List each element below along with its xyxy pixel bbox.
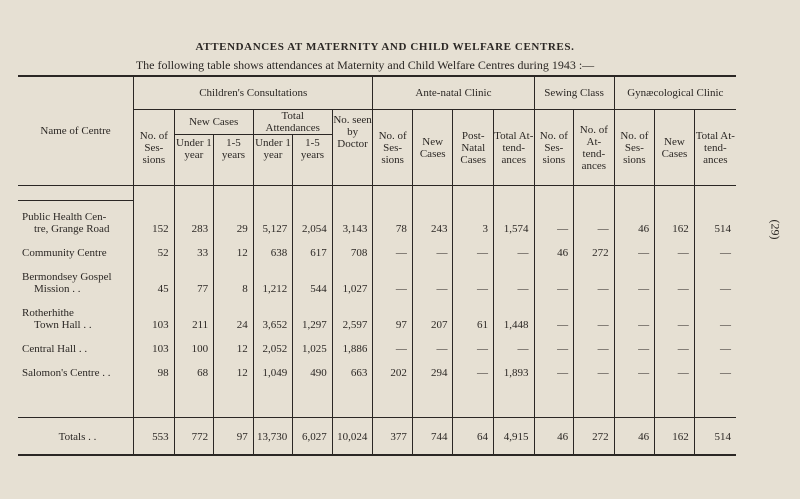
table-cell: — [694,261,736,297]
table-cell: 202 [373,357,413,381]
table-cell: 5,127 [253,201,293,238]
table-cell: 61 [453,297,494,333]
totals-cell: 377 [373,420,413,455]
table-cell: — [534,201,574,238]
table-cell: 2,054 [293,201,333,238]
table-cell: — [494,261,535,297]
table-cell: — [574,333,615,357]
table-cell: 617 [293,237,333,261]
table-cell: 1,212 [253,261,293,297]
table-cell: — [574,297,615,333]
table-cell: 12 [214,237,254,261]
totals-cell: 10,024 [332,420,373,455]
totals-cell: 64 [453,420,494,455]
table-cell: 103 [134,297,175,333]
table-cell: 8 [214,261,254,297]
col-header-gynae-total: Total At- tend- ances [694,110,736,186]
col-header-total-1to5: 1-5 years [293,135,333,186]
centre-name [18,297,134,333]
totals-cell: 13,730 [253,420,293,455]
table-cell: 211 [174,297,214,333]
table-row [18,261,736,297]
table-cell: — [655,261,695,297]
col-header-total-under1: Under 1 year [253,135,293,186]
table-row [18,201,736,238]
totals-cell: 514 [694,420,736,455]
table-cell: — [655,333,695,357]
new-cases-header: New Cases [174,110,253,135]
table-cell: — [655,357,695,381]
table-cell: 1,025 [293,333,333,357]
table-cell: 663 [332,357,373,381]
table-cell: — [534,333,574,357]
totals-cell: 97 [214,420,254,455]
centre-name [18,201,134,238]
centre-name-line1: Community Centre [22,247,107,259]
col-header-new-under1: Under 1 year [174,135,214,186]
centre-name-line2: Mission . . [34,283,81,295]
table-cell: — [534,357,574,381]
col-header-gynae-new: New Cases [655,110,695,186]
table-cell: 243 [412,201,453,238]
table-cell: — [373,261,413,297]
table-cell: — [412,261,453,297]
totals-cell: 4,915 [494,420,535,455]
table-cell: 68 [174,357,214,381]
name-of-centre-header: Name of Centre [40,125,111,137]
table-cell: — [614,261,655,297]
centre-name [18,261,134,297]
table-cell: 78 [373,201,413,238]
table-cell: 77 [174,261,214,297]
table-cell: 33 [174,237,214,261]
total-attendances-header: Total Attendances [253,110,332,135]
table-cell: 708 [332,237,373,261]
table-cell: — [453,261,494,297]
header-rule [18,186,736,201]
table-cell: — [494,237,535,261]
table-cell: 544 [293,261,333,297]
totals-cell: 772 [174,420,214,455]
table-cell: 12 [214,333,254,357]
col-header-sessions: No. of Ses- sions [134,110,175,186]
page-number: (29) [768,219,783,240]
col-header-postnatal: Post- Natal Cases [453,110,494,186]
table-cell: 46 [614,201,655,238]
totals-label: Totals . . [58,431,97,443]
totals-cell: 6,027 [293,420,333,455]
gynaecological-clinic-header: Gynæcological Clinic [614,76,736,110]
table-cell: 1,448 [494,297,535,333]
table-cell: 1,574 [494,201,535,238]
table-cell: 514 [694,201,736,238]
table-cell: — [574,261,615,297]
centre-name-line1: Salomon's Centre . . [22,367,111,379]
table-cell: — [614,357,655,381]
centre-name [18,237,134,261]
table-cell: — [694,357,736,381]
totals-cell: 46 [614,420,655,455]
centre-name-line1: Rotherhithe [22,307,74,319]
centre-name-line2: tre, Grange Road [34,223,110,235]
centre-name-line1: Central Hall . . [22,343,88,355]
table-cell: 52 [134,237,175,261]
table-cell: 29 [214,201,254,238]
col-header-sewing-attendances: No. of At- tend- ances [574,110,615,186]
centre-name-line1: Bermondsey Gospel [22,271,112,283]
totals-cell: 46 [534,420,574,455]
totals-cell: 553 [134,420,175,455]
col-header-new-1to5: 1-5 years [214,135,254,186]
table-cell: — [614,237,655,261]
centre-name [18,357,134,381]
table-cell: 152 [134,201,175,238]
table-row [18,333,736,357]
col-header-antenatal-new: New Cases [412,110,453,186]
totals-row [18,420,736,455]
table-cell: 207 [412,297,453,333]
table-cell: 2,597 [332,297,373,333]
table-cell: 97 [373,297,413,333]
table-cell: — [534,261,574,297]
table-cell: — [412,237,453,261]
col-header-gynae-sessions: No. of Ses- sions [614,110,655,186]
table-cell: 98 [134,357,175,381]
table-row [18,357,736,381]
table-cell: 103 [134,333,175,357]
table-cell: — [655,297,695,333]
table-cell: — [614,297,655,333]
table-cell: 3 [453,201,494,238]
table-row [18,237,736,261]
table-cell: 3,652 [253,297,293,333]
centre-name-line1: Public Health Cen- [22,211,107,223]
totals-cell: 744 [412,420,453,455]
page-subtitle: The following table shows attendances at Maternity and Child Welfare Centres during 1943 :— [135,58,595,72]
table-cell: — [574,357,615,381]
table-cell: — [453,333,494,357]
table-cell: 1,893 [494,357,535,381]
col-header-doctor: No. seen by Doctor [332,110,373,186]
table-cell: 162 [655,201,695,238]
table-cell: — [694,333,736,357]
table-cell: 1,886 [332,333,373,357]
table-cell: 283 [174,201,214,238]
table-cell: 272 [574,237,615,261]
table-cell: — [614,333,655,357]
table-cell: — [453,237,494,261]
table-cell: — [373,333,413,357]
table-cell: 638 [253,237,293,261]
col-header-sewing-sessions: No. of Ses- sions [534,110,574,186]
table-cell: 12 [214,357,254,381]
totals-cell: 162 [655,420,695,455]
table-cell: — [694,297,736,333]
childrens-consultations-header: Children's Consultations [134,76,373,110]
sewing-class-header: Sewing Class [534,76,614,110]
page-title: ATTENDANCES AT MATERNITY AND CHILD WELFARE CENTRES. [195,41,575,53]
table-cell: — [694,237,736,261]
table-cell: 24 [214,297,254,333]
table-cell: 2,052 [253,333,293,357]
col-header-antenatal-total: Total At- tend- ances [494,110,535,186]
totals-cell: 272 [574,420,615,455]
table-cell: — [534,297,574,333]
attendance-table [18,75,736,456]
table-cell: 46 [534,237,574,261]
table-cell: 1,027 [332,261,373,297]
table-cell: — [574,201,615,238]
table-cell: 1,297 [293,297,333,333]
table-cell: — [655,237,695,261]
table-row [18,297,736,333]
table-cell: — [412,333,453,357]
table-cell: 490 [293,357,333,381]
table-cell: 294 [412,357,453,381]
table-cell: 3,143 [332,201,373,238]
table-cell: 1,049 [253,357,293,381]
centre-name-line2: Town Hall . . [34,319,92,331]
table-cell: — [494,333,535,357]
col-header-antenatal-sessions: No. of Ses- sions [373,110,413,186]
centre-name [18,333,134,357]
table-cell: — [453,357,494,381]
table-cell: — [373,237,413,261]
table-cell: 45 [134,261,175,297]
antenatal-clinic-header: Ante-natal Clinic [373,76,534,110]
table-cell: 100 [174,333,214,357]
